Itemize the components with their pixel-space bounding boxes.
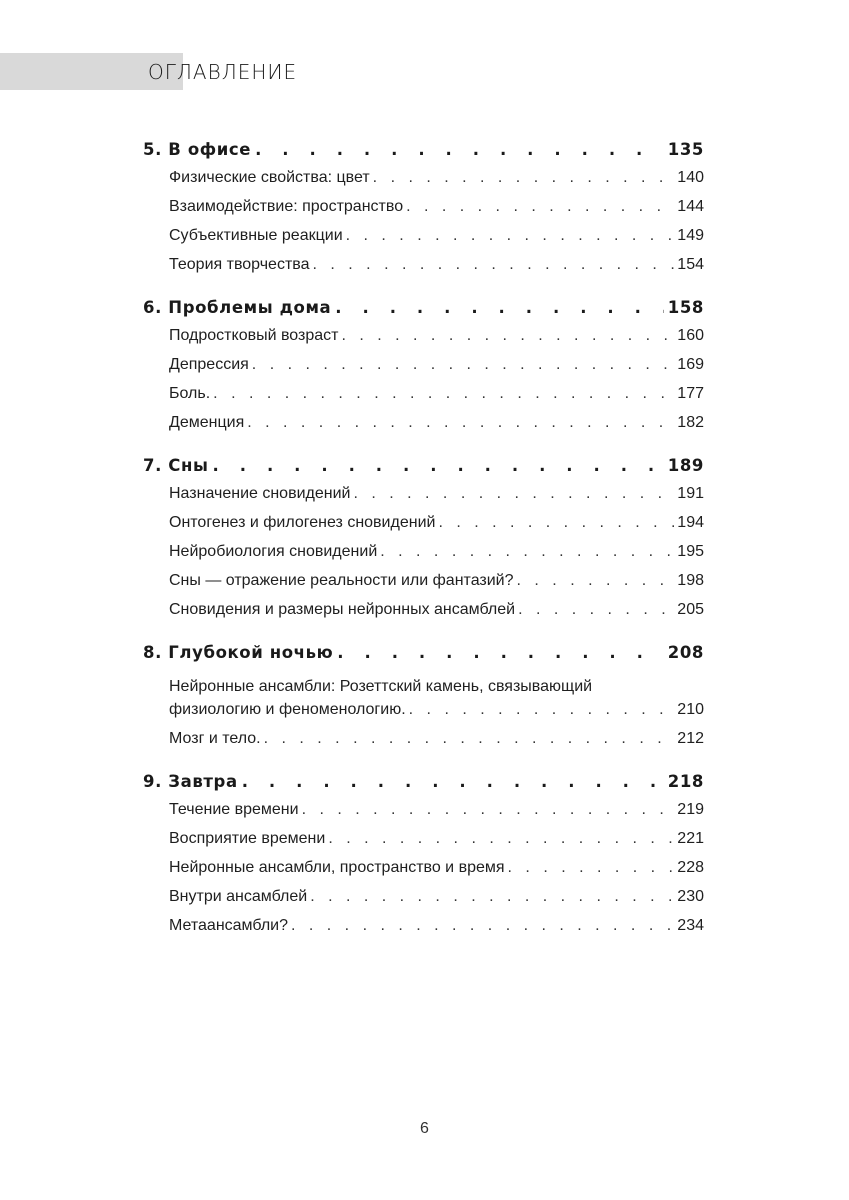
toc-section[interactable] xyxy=(169,672,704,730)
section-page: 198 xyxy=(677,572,704,589)
toc-section[interactable] xyxy=(169,327,704,356)
toc-section[interactable] xyxy=(169,356,704,385)
section-page: 191 xyxy=(677,485,704,502)
chapter-page: 158 xyxy=(667,298,704,317)
chapter-title: 7. Сны xyxy=(143,456,209,475)
section-page: 177 xyxy=(677,385,704,402)
section-page: 212 xyxy=(677,730,704,747)
toc-section[interactable] xyxy=(169,543,704,572)
toc-section[interactable] xyxy=(169,198,704,227)
section-list xyxy=(143,672,704,759)
section-title: Подростковый возраст xyxy=(169,327,339,344)
dot-leader xyxy=(213,456,664,475)
section-title: Физические свойства: цвет xyxy=(169,169,370,186)
section-title: Нейробиология сновидений xyxy=(169,543,378,560)
section-page: 221 xyxy=(677,830,704,847)
section-title: Теория творчества xyxy=(169,256,310,273)
page-title: ОГЛАВЛЕНИЕ xyxy=(148,60,298,84)
dot-leader xyxy=(518,601,674,619)
dot-leader xyxy=(380,543,674,561)
toc-chapter[interactable] xyxy=(143,140,704,169)
section-page: 144 xyxy=(677,198,704,215)
dot-leader xyxy=(310,888,674,906)
section-page: 195 xyxy=(677,543,704,560)
chapter-title: 8. Глубокой ночью xyxy=(143,643,334,662)
dot-leader xyxy=(406,198,674,216)
toc-section[interactable] xyxy=(169,485,704,514)
section-page: 160 xyxy=(677,327,704,344)
dot-leader xyxy=(291,917,674,935)
dot-leader xyxy=(264,730,675,748)
section-title: Взаимодействие: пространство xyxy=(169,198,404,215)
section-page: 228 xyxy=(677,859,704,876)
toc-section[interactable] xyxy=(169,601,704,630)
dot-leader xyxy=(353,485,674,503)
toc-section[interactable] xyxy=(169,385,704,414)
section-title: Субъективные реакции xyxy=(169,227,343,244)
section-title: Восприятие времени xyxy=(169,830,326,847)
dot-leader xyxy=(255,140,664,159)
chapter-page: 135 xyxy=(667,140,704,159)
section-title: Деменция xyxy=(169,414,245,431)
section-title: Сны — отражение реальности или фантазий? xyxy=(169,572,514,589)
section-page: 234 xyxy=(677,917,704,934)
section-title: Внутри ансамблей xyxy=(169,888,308,905)
toc-chapter[interactable] xyxy=(143,298,704,327)
section-title: Депрессия xyxy=(169,356,249,373)
dot-leader xyxy=(409,701,675,719)
toc-section[interactable] xyxy=(169,801,704,830)
toc-chapter[interactable] xyxy=(143,772,704,801)
dot-leader xyxy=(247,414,674,432)
section-page: 149 xyxy=(677,227,704,244)
section-title: Боль. xyxy=(169,385,211,402)
dot-leader xyxy=(341,327,674,345)
dot-leader xyxy=(302,801,675,819)
toc-section[interactable] xyxy=(169,830,704,859)
section-title: Течение времени xyxy=(169,801,299,818)
dot-leader xyxy=(252,356,675,374)
toc-section[interactable] xyxy=(169,572,704,601)
chapter-title: 9. Завтра xyxy=(143,772,238,791)
dot-leader xyxy=(242,772,664,791)
section-page: 154 xyxy=(677,256,704,273)
dot-leader xyxy=(438,514,674,532)
chapter-page: 189 xyxy=(667,456,704,475)
section-page: 140 xyxy=(677,169,704,186)
section-list xyxy=(143,485,704,630)
section-title: Онтогенез и филогенез сновидений xyxy=(169,514,436,531)
toc-section[interactable] xyxy=(169,859,704,888)
toc-section[interactable] xyxy=(169,888,704,917)
section-list xyxy=(143,801,704,946)
toc-chapter[interactable] xyxy=(143,643,704,672)
dot-leader xyxy=(508,859,675,877)
toc-chapter[interactable] xyxy=(143,456,704,485)
section-title: Сновидения и размеры нейронных ансамблей xyxy=(169,601,516,618)
chapter-page: 208 xyxy=(667,643,704,662)
section-page: 182 xyxy=(677,414,704,431)
chapter-title: 5. В офисе xyxy=(143,140,252,159)
section-list xyxy=(143,169,704,285)
toc-section[interactable] xyxy=(169,414,704,443)
section-title: Метаансамбли? xyxy=(169,917,288,934)
chapter-page: 218 xyxy=(667,772,704,791)
dot-leader xyxy=(337,643,663,662)
dot-leader xyxy=(346,227,675,245)
dot-leader xyxy=(335,298,663,317)
section-page: 205 xyxy=(677,601,704,618)
dot-leader xyxy=(313,256,675,274)
section-title: Назначение сновидений xyxy=(169,485,351,502)
dot-leader xyxy=(213,385,674,403)
toc-section[interactable] xyxy=(169,917,704,946)
toc-section[interactable] xyxy=(169,730,704,759)
chapter-title: 6. Проблемы дома xyxy=(143,298,332,317)
toc-section[interactable] xyxy=(169,514,704,543)
dot-leader xyxy=(373,169,675,187)
section-page: 169 xyxy=(677,356,704,373)
section-title: Мозг и тело. xyxy=(169,730,261,747)
section-title-line-1: Нейронные ансамбли: Розеттский камень, связывающий xyxy=(169,678,593,695)
section-list xyxy=(143,327,704,443)
section-title-line-2-row xyxy=(169,701,704,730)
dot-leader xyxy=(517,572,675,590)
page-number: 6 xyxy=(420,1120,429,1137)
section-title: физиологию и феноменологию. xyxy=(169,701,406,718)
table-of-contents xyxy=(143,140,704,959)
section-title: Нейронные ансамбли, пространство и время xyxy=(169,859,505,876)
section-page: 230 xyxy=(677,888,704,905)
section-page: 210 xyxy=(677,701,704,718)
dot-leader xyxy=(328,830,674,848)
toc-section[interactable] xyxy=(169,227,704,256)
section-page: 219 xyxy=(677,801,704,818)
toc-section[interactable] xyxy=(169,256,704,285)
toc-section[interactable] xyxy=(169,169,704,198)
section-page: 194 xyxy=(677,514,704,531)
